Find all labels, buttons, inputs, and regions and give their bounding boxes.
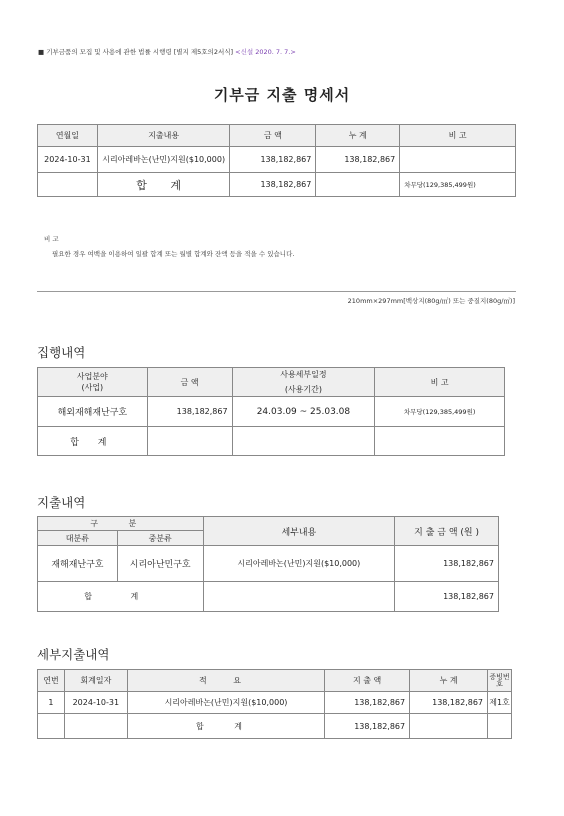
table-row	[38, 546, 499, 582]
total-label: 합 계	[38, 582, 204, 612]
detail-title: 세부지출내역	[37, 647, 110, 662]
col-field-sub: (사업)	[81, 383, 104, 392]
row-period: 24.03.09 ~ 25.03.08	[232, 397, 375, 427]
remarks-label: 비 고	[44, 235, 59, 243]
total-note: 차무당(129,385,499원)	[400, 173, 516, 197]
expenditure-title: 지출내역	[37, 495, 86, 510]
row-amount: 138,182,867	[395, 546, 499, 582]
table-row	[38, 147, 516, 173]
col-amount: 금 액	[147, 368, 232, 397]
total-label: 합 계	[38, 427, 148, 456]
row-amount: 138,182,867	[230, 147, 316, 173]
row-detail: 시리아레바논(난민)지원($10,000)	[203, 546, 395, 582]
row-no: 1	[38, 692, 65, 714]
execution-title: 집행내역	[37, 345, 86, 360]
col-cumulative: 누 계	[316, 125, 400, 147]
col-summary: 적 요	[127, 670, 324, 692]
row-amount: 138,182,867	[325, 692, 410, 714]
total-row	[38, 173, 516, 197]
col-amount: 지 출 액	[325, 670, 410, 692]
total-label: 합 계	[127, 714, 324, 739]
remarks-text: 필요한 경우 여백을 이용하여 일괄 합계 또는 월별 합계와 잔액 등을 적을 수 있습니다.	[52, 250, 295, 258]
law-reference-text: ■ 기부금품의 모집 및 사용에 관한 법률 시행령 [별지 제5호의2서식]	[38, 48, 234, 56]
law-reference	[38, 47, 296, 56]
row-middle: 시리아난민구호	[117, 546, 203, 582]
revision-date: <신설 2020. 7. 7.>	[235, 48, 296, 56]
page-title: 기부금 지출 명세서	[213, 86, 351, 104]
row-field: 해외재해재난구호	[38, 397, 148, 427]
execution-table	[37, 367, 505, 456]
table-row	[38, 397, 505, 427]
col-date: 회계일자	[64, 670, 127, 692]
statement-table	[37, 124, 516, 197]
total-row	[38, 714, 512, 739]
row-evidence: 제1호	[488, 692, 512, 714]
col-field-label: 사업분야	[76, 372, 108, 381]
row-date: 2024-10-31	[38, 147, 98, 173]
paper-spec: 210mm×297mm[백상지(80g/㎡) 또는 중질지(80g/㎡)]	[347, 297, 515, 305]
row-note: 차무당(129,385,499원)	[375, 397, 505, 427]
row-summary: 시리아레바논(난민)지원($10,000)	[127, 692, 324, 714]
total-amount: 138,182,867	[230, 173, 316, 197]
row-cumulative: 138,182,867	[316, 147, 400, 173]
col-middle: 중분류	[117, 531, 203, 546]
row-amount: 138,182,867	[147, 397, 232, 427]
col-field	[38, 368, 148, 397]
col-amount: 금 액	[230, 125, 316, 147]
total-amount: 138,182,867	[325, 714, 410, 739]
col-major: 대분류	[38, 531, 118, 546]
col-no: 연번	[38, 670, 65, 692]
expenditure-table	[37, 516, 499, 612]
total-amount: 138,182,867	[395, 582, 499, 612]
col-period-sub: (사용기간)	[284, 385, 322, 394]
col-date: 연월일	[38, 125, 98, 147]
total-row	[38, 582, 499, 612]
col-detail: 세부내용	[203, 517, 395, 546]
table-row	[38, 692, 512, 714]
col-category: 구 분	[38, 517, 204, 531]
total-row	[38, 427, 505, 456]
col-period-label: 사용세부일정	[280, 370, 327, 379]
col-period	[232, 368, 375, 397]
col-content: 지출내용	[97, 125, 230, 147]
col-note: 비 고	[400, 125, 516, 147]
detail-table	[37, 669, 512, 739]
row-cumulative: 138,182,867	[410, 692, 488, 714]
divider	[37, 291, 516, 292]
row-note	[400, 147, 516, 173]
row-major: 재해재난구호	[38, 546, 118, 582]
col-note: 비 고	[375, 368, 505, 397]
row-content: 시리아레바논(난민)지원($10,000)	[97, 147, 230, 173]
col-amount: 지 출 금 액 (원 )	[395, 517, 499, 546]
row-date: 2024-10-31	[64, 692, 127, 714]
col-cumulative: 누 계	[410, 670, 488, 692]
col-evidence: 증빙번호	[488, 670, 512, 692]
total-label: 합 계	[97, 173, 230, 197]
